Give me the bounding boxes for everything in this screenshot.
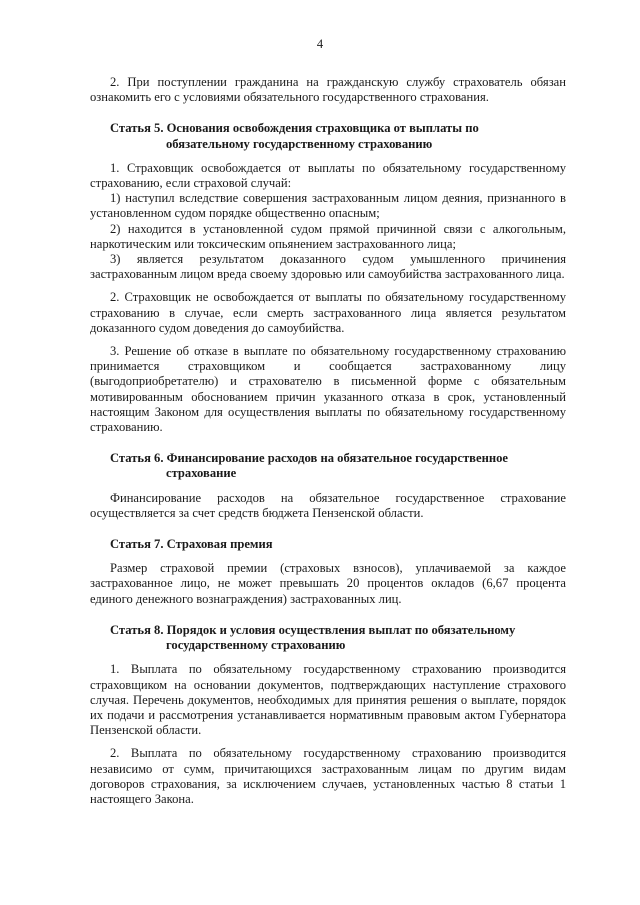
- article-7-heading: [90, 537, 566, 552]
- article-6-heading: [90, 451, 566, 481]
- article-5-item-2: 2) находится в установленной судом прямой причинной связи с алкогольным, наркотическим или токсическим опьянением застрахованного лица;: [90, 221, 566, 251]
- article-5-paragraph-2: 2. Страховщик не освобождается от выплаты по обязательному государственному страхованию в случае, если смерть застрахованного лица является результатом доказанного судом доведения до самоубийства.: [90, 290, 566, 335]
- article-8-heading: [90, 623, 566, 653]
- article-5-item-1: 1) наступил вследствие совершения застрахованным лицом деяния, признанного в установленном судом порядке общественно опасным;: [90, 191, 566, 221]
- article-6-heading-line-2: страхование: [166, 466, 237, 481]
- article-8-paragraph-1: 1. Выплата по обязательному государственному страхованию производится страховщиком на основании документов, подтверждающих наступление страхового случая. Перечень документов, необходимых для принятия решения о выплате, порядок их подачи и рассмотрения устанавливается нормативным правовым актом Губернатора Пензенской области.: [90, 662, 566, 738]
- article-6-paragraph-1: Финансирование расходов на обязательное государственное страхование осуществляется за счет средств бюджета Пензенской области.: [90, 490, 566, 520]
- article-5-paragraph-1: 1. Страховщик освобождается от выплаты по обязательному государственному страхованию, если страховой случай:: [90, 160, 566, 191]
- article-8-heading-line-2: государственному страхованию: [166, 638, 346, 653]
- document-body: [90, 75, 566, 807]
- article-5-paragraph-3: 3. Решение об отказе в выплате по обязательному государственному страхованию принимается страховщиком и сообщается застрахованному лицу (выгодоприобретателю) и страхователю в письменной форме с обязательным мотивированным обоснованием причин указанного отказа в срок, установленный настоящим Законом для осуществления выплаты по обязательному государственному страхованию.: [90, 344, 566, 435]
- article-5-item-3: 3) является результатом доказанного судом умышленного причинения застрахованным лицом вреда своему здоровью или самоубийства застрахованного лица.: [90, 252, 566, 282]
- page-number: 4: [316, 37, 324, 51]
- article-5-heading-line-1: Статья 5. Основания освобождения страховщика от выплаты по: [110, 121, 479, 136]
- article-7-paragraph-1: Размер страховой премии (страховых взносов), уплачиваемой за каждое застрахованное лицо, не может превышать 20 процентов окладов (6,67 процента единого денежного вознаграждения) застрахованных лиц.: [90, 561, 566, 606]
- article-8-heading-line-1: Статья 8. Порядок и условия осуществления выплат по обязательному: [110, 622, 516, 637]
- article-8-paragraph-2: 2. Выплата по обязательному государственному страхованию производится независимо от сумм, причитающихся застрахованным лицам по другим видам договоров страхования, за исключением случаев, установленных частью 8 статьи 1 настоящего Закона.: [90, 746, 566, 806]
- article-7-heading-line-1: Статья 7. Страховая премия: [110, 537, 273, 552]
- article-5-heading-line-2: обязательному государственному страхованию: [166, 136, 433, 151]
- article-5-heading: [90, 121, 566, 151]
- article-6-heading-line-1: Статья 6. Финансирование расходов на обязательное государственное: [110, 451, 508, 466]
- paragraph-intro: 2. При поступлении гражданина на гражданскую службу страхователь обязан ознакомить его с условиями обязательного государственного страхования.: [90, 75, 566, 105]
